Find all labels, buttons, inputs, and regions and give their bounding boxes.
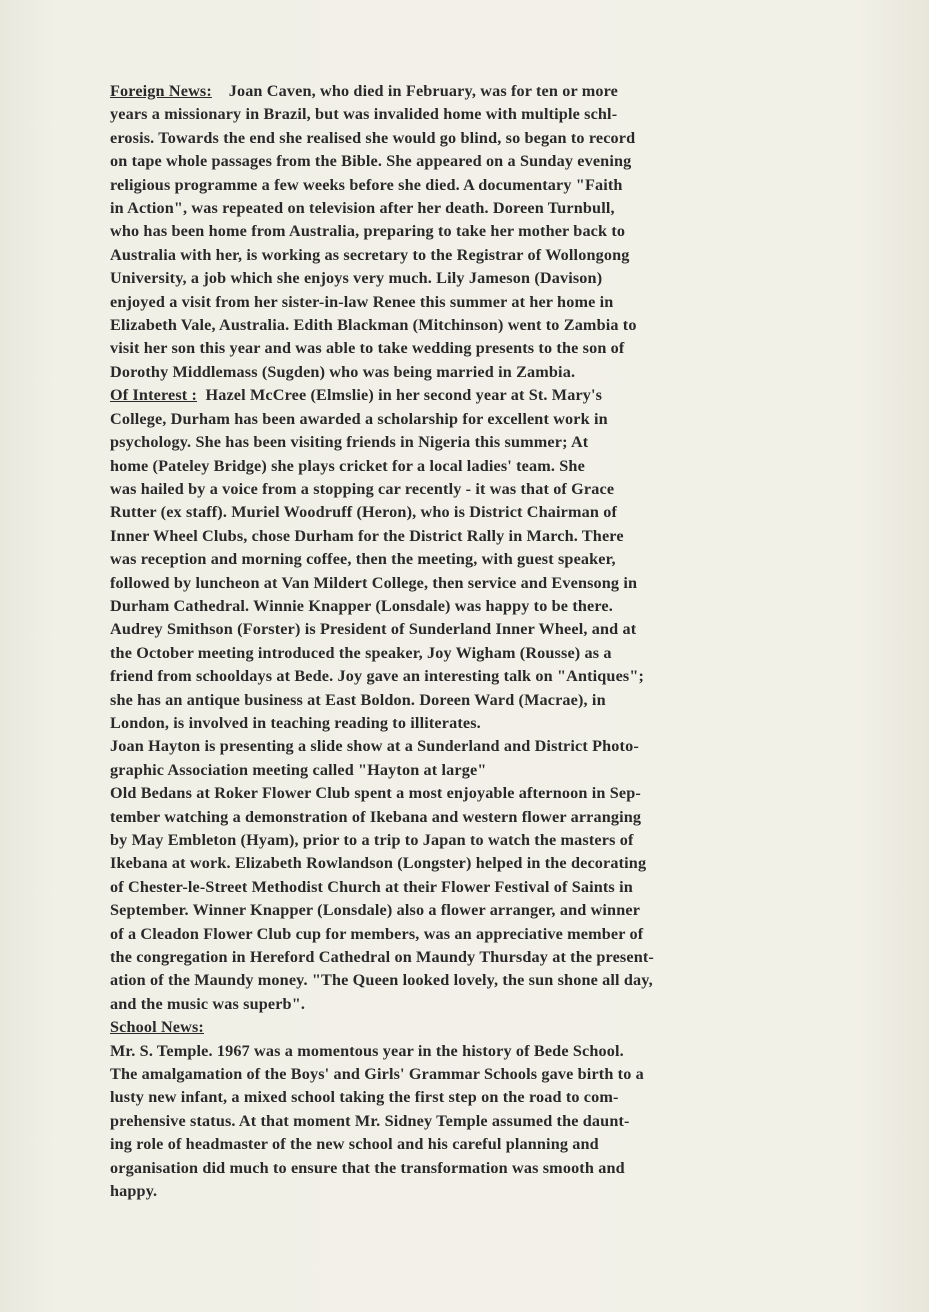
paragraph-line: The amalgamation of the Boys' and Girls' Grammar Schools gave birth to a (110, 1065, 644, 1084)
paragraph-line: of a Cleadon Flower Club cup for members, was an appreciative member of (110, 924, 644, 943)
paragraph-line: Mr. S. Temple. 1967 was a momentous year in the history of Bede School. (110, 1041, 624, 1060)
paragraph-line: by May Embleton (Hyam), prior to a trip to Japan to watch the masters of (110, 831, 634, 849)
paragraph-line: in Action", was repeated on television after her death. Doreen Turnbull, (110, 199, 615, 218)
paragraph-line: tember watching a demonstration of Ikebana and western flower arranging (110, 807, 642, 826)
paragraph-line: and the music was superb". (110, 994, 306, 1013)
paragraph-line: ing role of headmaster of the new school and his careful planning and (110, 1135, 599, 1154)
paragraph-line: enjoyed a visit from her sister-in-law Renee this summer at her home in (110, 292, 614, 311)
paragraph-line: psychology. She has been visiting friends in Nigeria this summer; At (110, 433, 589, 452)
paragraph-line: happy. (110, 1182, 158, 1201)
paragraph-line: who has been home from Australia, preparing to take her mother back to (110, 222, 626, 241)
paragraph-line: the October meeting introduced the speaker, Joy Wigham (Rousse) as a (110, 643, 612, 662)
paragraph-line: erosis. Towards the end she realised she would go blind, so began to record (110, 128, 636, 147)
paragraph-line: visit her son this year and was able to take wedding presents to the son of (110, 339, 625, 358)
paragraph-line: University, a job which she enjoys very much. Lily Jameson (Davison) (110, 269, 603, 288)
of-interest-heading: Of Interest : (110, 386, 198, 405)
paragraph-line: Rutter (ex staff). Muriel Woodruff (Heron), who is District Chairman of (110, 503, 617, 522)
paragraph-line: Australia with her, is working as secretary to the Registrar of Wollongong (110, 245, 630, 264)
paragraph-line: College, Durham has been awarded a scholarship for excellent work in (110, 409, 608, 428)
school-news-heading: School News: (110, 1018, 204, 1037)
paragraph-line: Ikebana at work. Elizabeth Rowlandson (Longster) helped in the decorating (110, 854, 647, 873)
paragraph-line: was reception and morning coffee, then the meeting, with guest speaker, (110, 550, 616, 569)
paragraph-line: Joan Hayton is presenting a slide show at a Sunderland and District Photo- (110, 737, 639, 756)
paragraph-line: London, is involved in teaching reading to illiterates. (110, 713, 481, 732)
paragraph-line: years a missionary in Brazil, but was invalided home with multiple schl- (110, 105, 618, 124)
paragraph-line: on tape whole passages from the Bible. She appeared on a Sunday evening (110, 152, 632, 171)
paragraph-line: organisation did much to ensure that the transformation was smooth and (110, 1158, 625, 1177)
paragraph-line: Elizabeth Vale, Australia. Edith Blackman (Mitchinson) went to Zambia to (110, 316, 637, 335)
paragraph-line: graphic Association meeting called "Hayton at large" (110, 760, 487, 779)
paragraph-line: friend from schooldays at Bede. Joy gave an interesting talk on "Antiques"; (110, 667, 645, 686)
paragraph-line: Audrey Smithson (Forster) is President of Sunderland Inner Wheel, and at (110, 620, 637, 639)
paragraph-line: lusty new infant, a mixed school taking the first step on the road to com- (110, 1088, 619, 1107)
paragraph-line: September. Winner Knapper (Lonsdale) also a flower arranger, and winner (110, 901, 641, 920)
paragraph-line: Dorothy Middlemass (Sugden) who was being married in Zambia. (110, 362, 576, 381)
body-text (110, 80, 830, 1204)
paragraph-line: Of Interest : Hazel McCree (Elmslie) in her second year at St. Mary's (110, 386, 603, 405)
paragraph-line: Inner Wheel Clubs, chose Durham for the District Rally in March. There (110, 526, 624, 545)
paragraph-line: the congregation in Hereford Cathedral on Maundy Thursday at the present- (110, 948, 654, 967)
paragraph-line: Old Bedans at Roker Flower Club spent a most enjoyable afternoon in Sep- (110, 784, 641, 803)
paragraph-line: of Chester-le-Street Methodist Church at their Flower Festival of Saints in (110, 877, 633, 896)
paragraph-line: Durham Cathedral. Winnie Knapper (Lonsdale) was happy to be there. (110, 596, 613, 615)
paragraph-line: prehensive status. At that moment Mr. Sidney Temple assumed the daunt- (110, 1111, 630, 1130)
paragraph-line: religious programme a few weeks before she died. A documentary "Faith (110, 175, 623, 194)
paragraph-line: home (Pateley Bridge) she plays cricket for a local ladies' team. She (110, 456, 585, 475)
paragraph-line: was hailed by a voice from a stopping car recently - it was that of Grace (110, 479, 615, 498)
paragraph-line: followed by luncheon at Van Mildert College, then service and Evensong in (110, 573, 638, 592)
foreign-news-heading: Foreign News: (110, 82, 212, 100)
paragraph-line: Foreign News: Joan Caven, who died in February, was for ten or more (110, 82, 618, 100)
paragraph-line: she has an antique business at East Boldon. Doreen Ward (Macrae), in (110, 690, 606, 709)
paragraph-line: ation of the Maundy money. "The Queen looked lovely, the sun shone all day, (110, 971, 653, 990)
